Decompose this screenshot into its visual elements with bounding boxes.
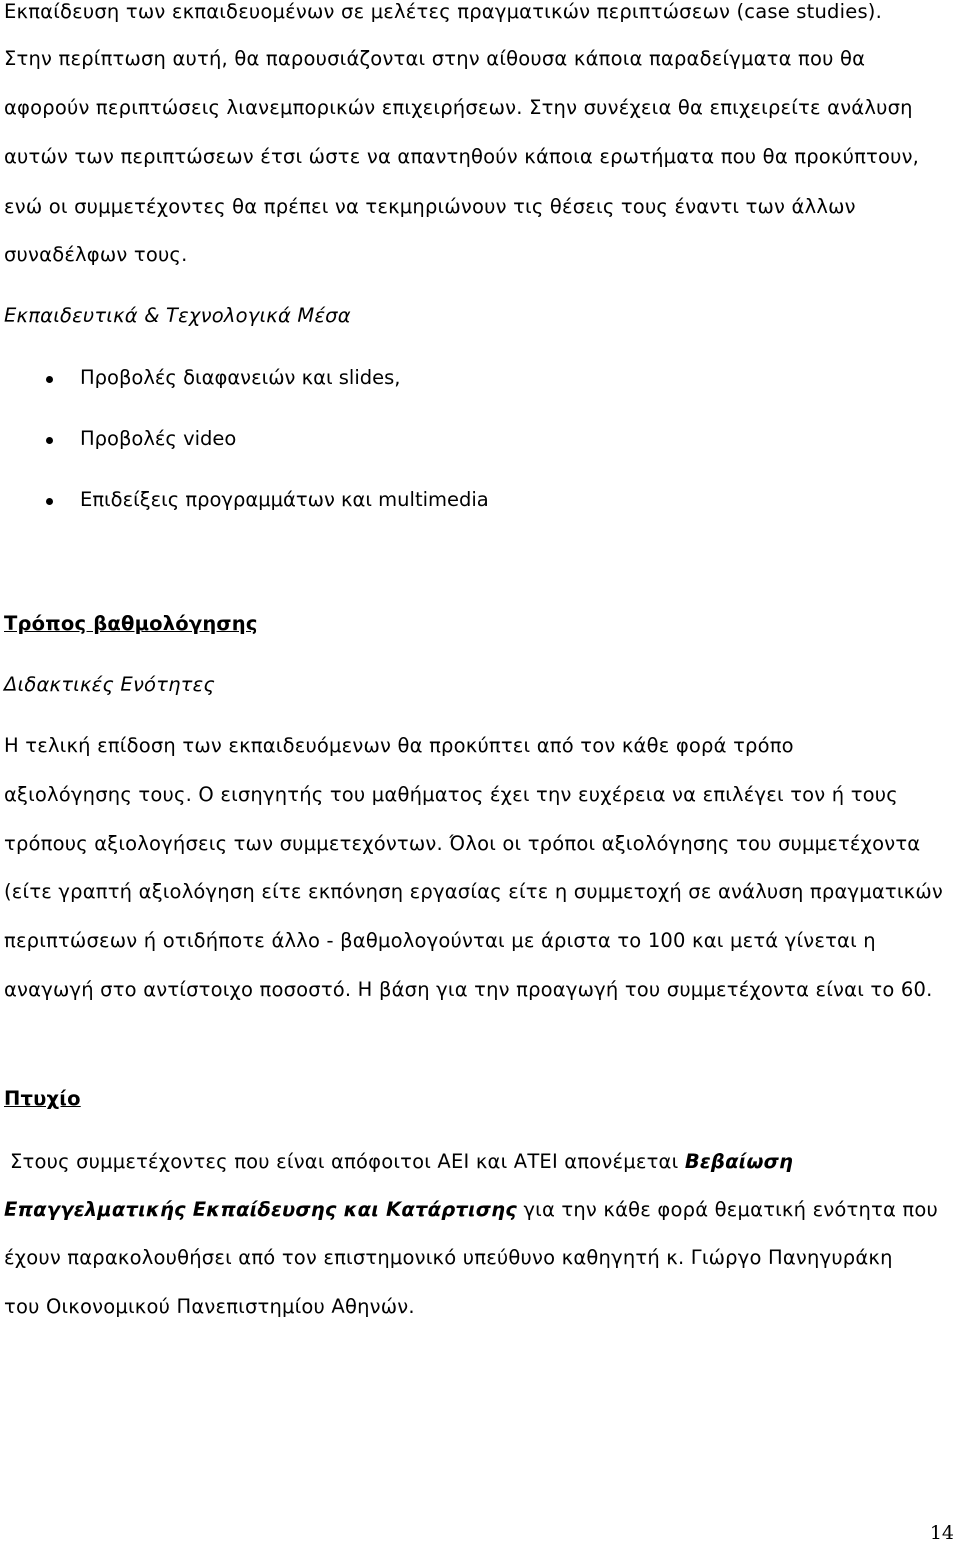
bullet-icon <box>46 498 53 505</box>
paragraph-line: (είτε γραπτή αξιολόγηση είτε εκπόνηση εργασίας είτε η συμμετοχή σε ανάλυση πραγματικών <box>4 880 943 903</box>
degree-line2-text: για την κάθε φορά θεματική ενότητα που <box>523 1198 938 1221</box>
paragraph-line: περιπτώσεων ή οτιδήποτε άλλο - βαθμολογούνται με άριστα το 100 και μετά γίνεται η <box>4 929 876 952</box>
grading-subheading: Διδακτικές Ενότητες <box>4 673 215 696</box>
certificate-title-part2: Επαγγελματικής Εκπαίδευσης και Κατάρτισης <box>4 1198 518 1221</box>
paragraph-line: αναγωγή στο αντίστοιχο ποσοστό. Η βάση για την προαγωγή του συμμετέχοντα είναι το 60. <box>4 978 933 1001</box>
list-item: Επιδείξεις προγραμμάτων και multimedia <box>80 488 489 511</box>
paragraph-line: Η τελική επίδοση των εκπαιδευόμενων θα προκύπτει από τον κάθε φορά τρόπο <box>4 734 794 757</box>
paragraph-line: έχουν παρακολουθήσει από τον επιστημονικό υπεύθυνο καθηγητή κ. Γιώργο Πανηγυράκη <box>4 1246 893 1269</box>
bullet-icon <box>46 376 53 383</box>
list-item: Προβολές διαφανειών και slides, <box>80 366 401 389</box>
paragraph-line: συναδέλφων τους. <box>4 243 188 266</box>
media-heading: Εκπαιδευτικά & Τεχνολογικά Μέσα <box>4 304 351 327</box>
paragraph-line: αξιολόγησης τους. Ο εισηγητής του μαθήματος έχει την ευχέρεια να επιλέγει τον ή τους <box>4 783 898 806</box>
bullet-icon <box>46 437 53 444</box>
paragraph-line: του Οικονομικού Πανεπιστημίου Αθηνών. <box>4 1295 415 1318</box>
list-item: Προβολές video <box>80 427 237 450</box>
paragraph-line: Εκπαίδευση των εκπαιδευομένων σε μελέτες πραγματικών περιπτώσεων (case studies). <box>4 0 883 23</box>
degree-heading: Πτυχίο <box>4 1087 81 1110</box>
paragraph-line: τρόπους αξιολογήσεις των συμμετεχόντων. Όλοι οι τρόποι αξιολόγησης του συμμετέχοντα <box>4 832 921 855</box>
paragraph-line: αυτών των περιπτώσεων έτσι ώστε να απαντηθούν κάποια ερωτήματα που θα προκύπτουν, <box>4 145 920 168</box>
certificate-title-part1: Βεβαίωση <box>684 1150 794 1173</box>
paragraph-line: αφορούν περιπτώσεις λιανεμπορικών επιχειρήσεων. Στην συνέχεια θα επιχειρείτε ανάλυση <box>4 96 913 119</box>
paragraph-line: ενώ οι συμμετέχοντες θα πρέπει να τεκμηριώνουν τις θέσεις τους έναντι των άλλων <box>4 195 856 218</box>
paragraph-line: Στην περίπτωση αυτή, θα παρουσιάζονται στην αίθουσα κάποια παραδείγματα που θα <box>4 47 866 70</box>
paragraph-line <box>4 1198 938 1222</box>
grading-heading: Τρόπος βαθμολόγησης <box>4 612 258 635</box>
degree-line1-text: Στους συμμετέχοντες που είναι απόφοιτοι ΑΕΙ και ΑΤΕΙ απονέμεται <box>10 1150 679 1173</box>
paragraph-line <box>10 1150 793 1174</box>
page-number: 14 <box>929 1522 954 1544</box>
